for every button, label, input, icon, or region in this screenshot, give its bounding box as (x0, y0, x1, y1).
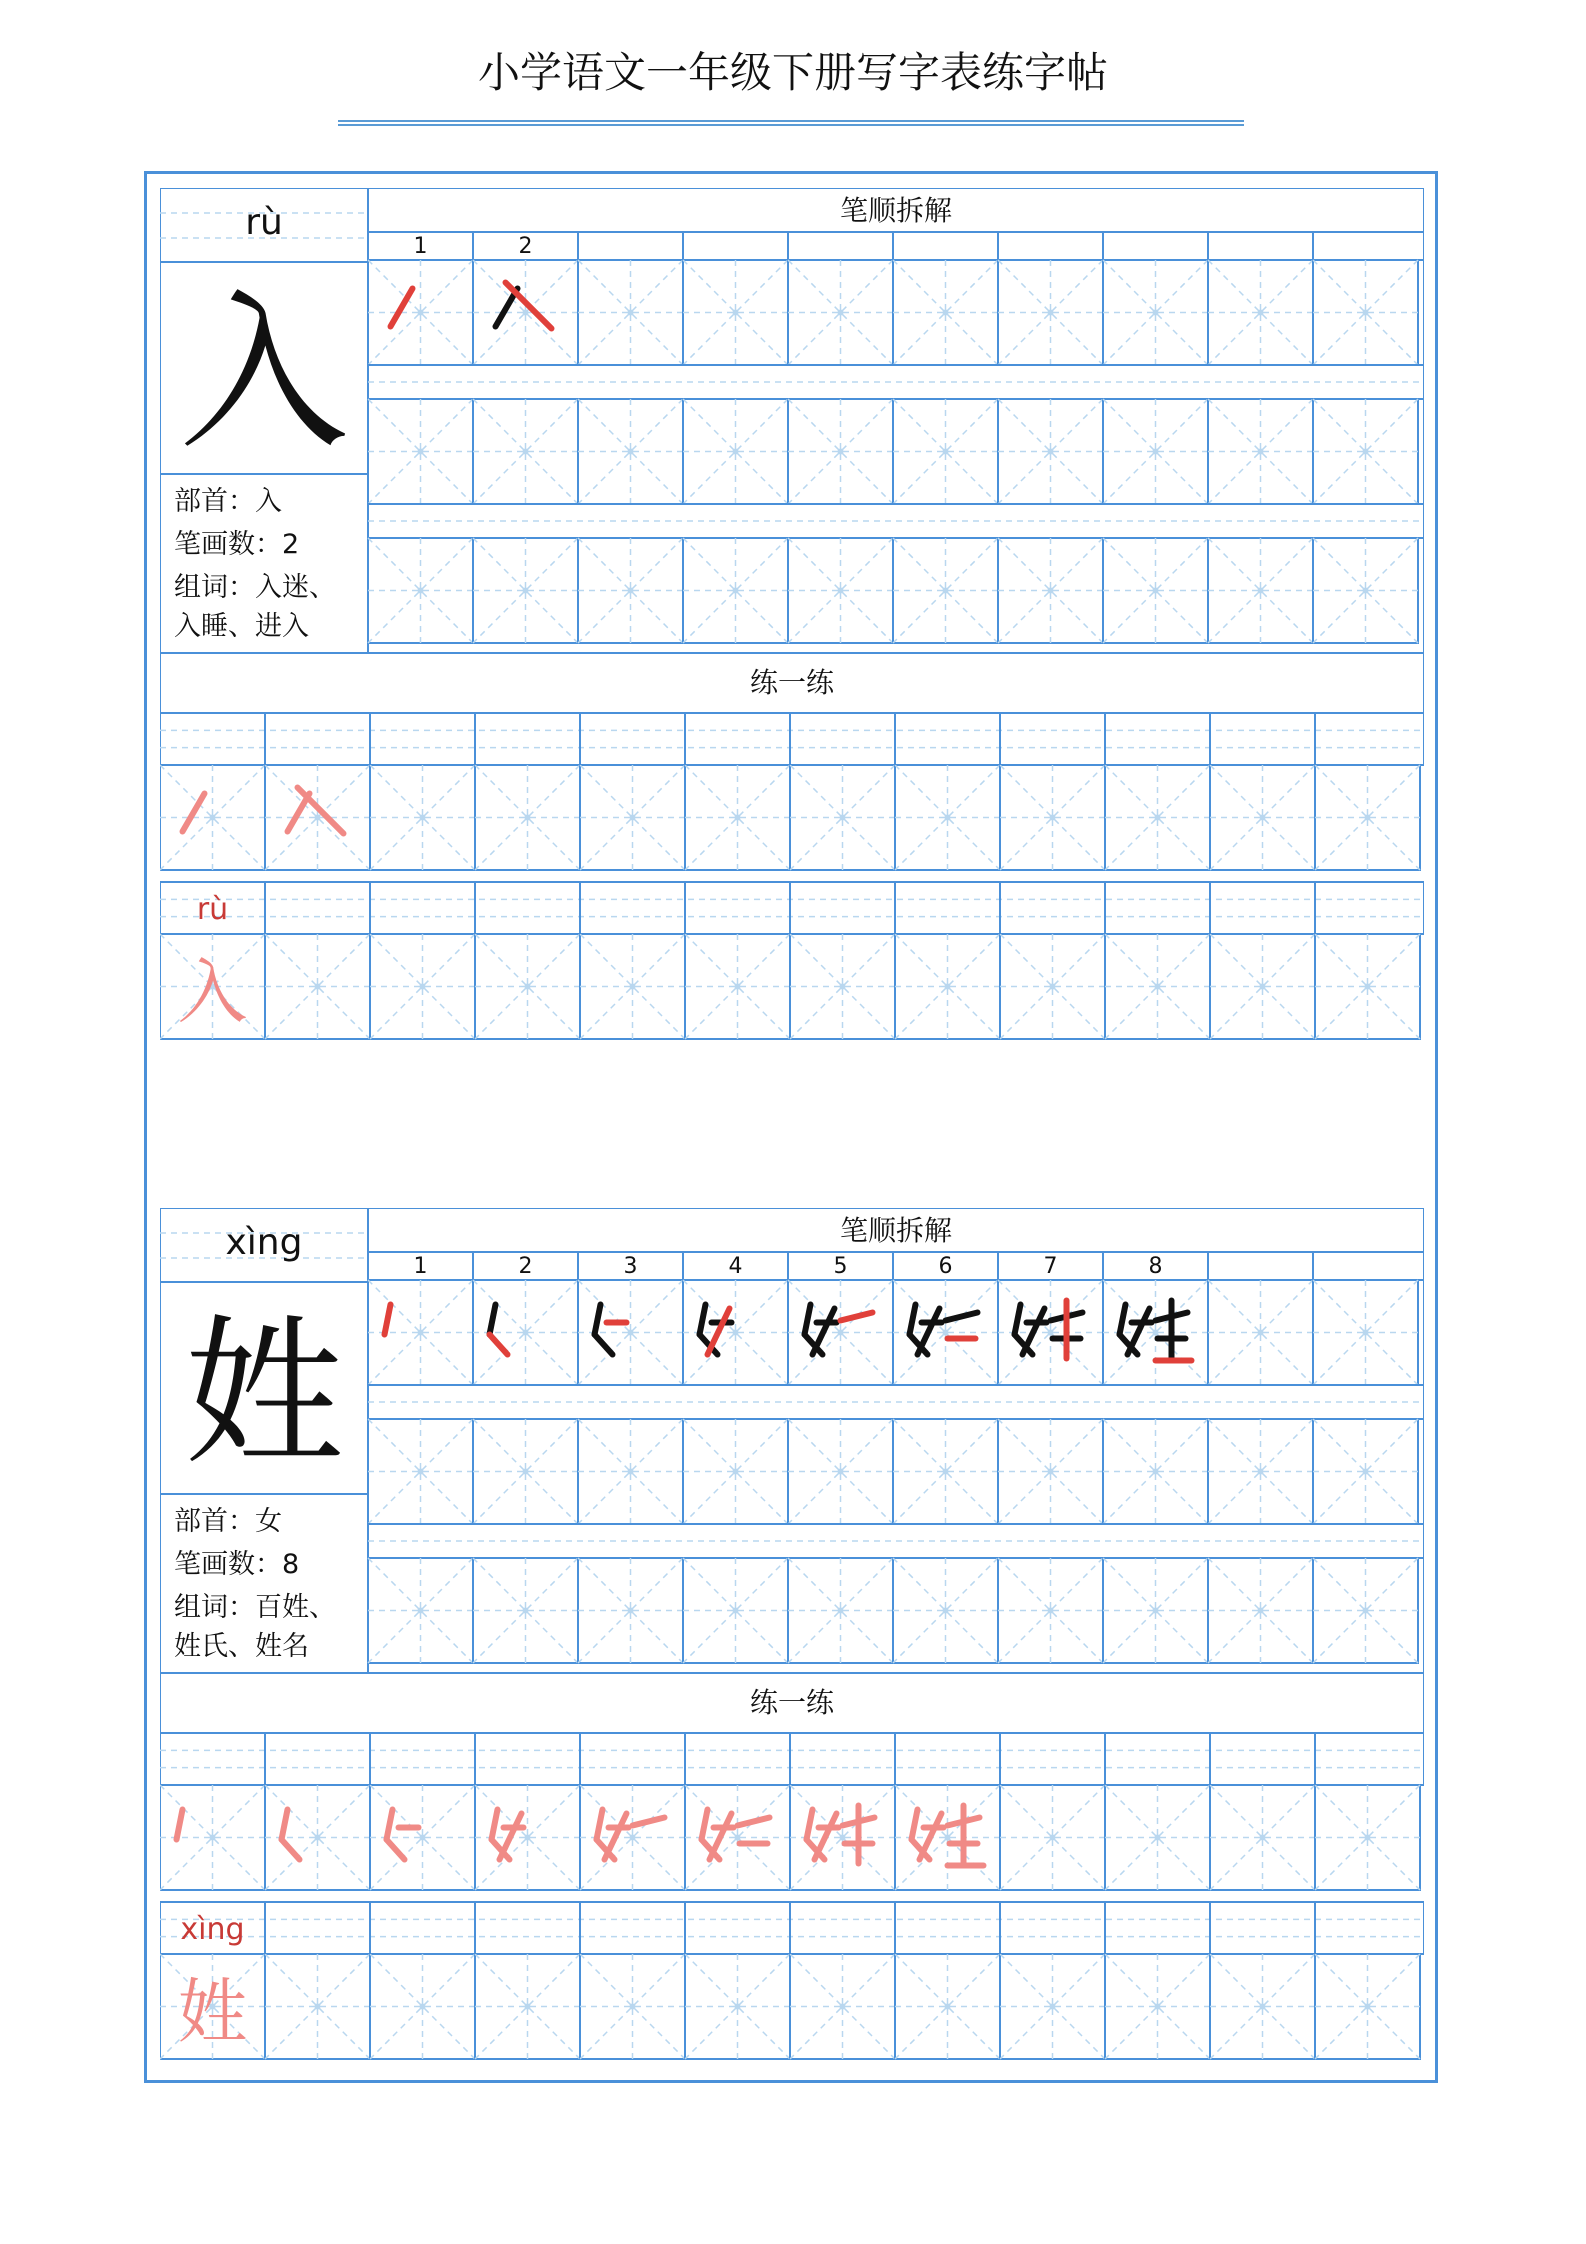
stroke-segment (490, 1305, 496, 1335)
stroke-segment (946, 1313, 978, 1321)
stroke-breakdown-header: 笔顺拆解 (839, 1214, 952, 1247)
step-number: 3 (623, 1254, 638, 1279)
guide-dot (630, 984, 636, 990)
guide-dot (1155, 815, 1161, 821)
pinyin-strip (160, 882, 1424, 934)
stroke-segment (1015, 1305, 1021, 1335)
stroke-segment (385, 1305, 391, 1335)
stroke-segment (492, 1810, 498, 1840)
guide-dot (210, 1835, 216, 1841)
stroke-segment (912, 1810, 918, 1840)
stroke-count-label: 笔画数：2 (174, 529, 300, 560)
guide-dot (1365, 2004, 1371, 2010)
stroke-segment (595, 1335, 613, 1355)
main-character: 姓 (183, 1300, 344, 1487)
guide-dot (628, 310, 634, 316)
guide-dot (1258, 1469, 1264, 1475)
guide-dot (838, 1608, 844, 1614)
guide-dot (1363, 310, 1369, 316)
guide-dot (210, 815, 216, 821)
stroke-segment (700, 1305, 706, 1335)
guide-dot (1153, 449, 1159, 455)
guide-dot (523, 449, 529, 455)
guide-dot (1153, 310, 1159, 316)
guide-dot (523, 1469, 529, 1475)
guide-dot (945, 1835, 951, 1841)
guide-dot (630, 1835, 636, 1841)
stroke-segment (710, 1814, 732, 1860)
pinyin-strip (160, 1902, 1424, 1954)
guide-dot (420, 1835, 426, 1841)
step-number: 2 (518, 234, 533, 259)
character-block-ru (160, 188, 1424, 1040)
stroke-segment (815, 1814, 837, 1860)
guide-dot (1363, 1330, 1369, 1336)
step-number: 1 (413, 1254, 428, 1279)
guide-dot (1048, 588, 1054, 594)
stroke-segment (920, 1814, 942, 1860)
guide-dot (838, 310, 844, 316)
character-block-xing (160, 1208, 1424, 2060)
guide-dot (838, 449, 844, 455)
guide-dot (418, 1469, 424, 1475)
stroke-order-glyph (177, 1810, 183, 1840)
stroke-order-glyph (496, 283, 552, 329)
words-label-1: 组词：入迷、 (174, 572, 336, 603)
stroke-order-glyph (385, 1305, 391, 1335)
guide-dot (1153, 1469, 1159, 1475)
guide-dot (838, 1469, 844, 1475)
guide-dot (1365, 1835, 1371, 1841)
guide-dot (523, 1330, 529, 1336)
pinyin-strip (160, 713, 1424, 765)
guide-dot (943, 449, 949, 455)
guide-dot (1363, 1608, 1369, 1614)
guide-dot (1365, 984, 1371, 990)
guide-dot (1048, 449, 1054, 455)
radical-label: 部首：女 (174, 1506, 282, 1537)
stroke-segment (910, 1305, 916, 1335)
practice-header: 练一练 (749, 1686, 834, 1719)
guide-dot (523, 1608, 529, 1614)
main-character: 入 (178, 275, 349, 473)
words-label-2: 入睡、进入 (174, 611, 309, 642)
guide-dot (525, 1835, 531, 1841)
stroke-segment (805, 1305, 811, 1335)
stroke-segment (298, 788, 344, 834)
guide-dot (1155, 1835, 1161, 1841)
guide-dot (1048, 1330, 1054, 1336)
practice-pinyin: rù (196, 892, 229, 927)
guide-dot (943, 1330, 949, 1336)
guide-dot (418, 588, 424, 594)
stroke-segment (595, 1305, 601, 1335)
guide-dot (315, 984, 321, 990)
guide-dot (1153, 1330, 1159, 1336)
guide-dot (1363, 449, 1369, 455)
guide-dot (733, 449, 739, 455)
guide-dot (1258, 449, 1264, 455)
guide-dot (1260, 815, 1266, 821)
step-number: 2 (518, 1254, 533, 1279)
guide-dot (840, 984, 846, 990)
guide-dot (1050, 2004, 1056, 2010)
guide-dot (733, 1608, 739, 1614)
stroke-segment (1128, 1309, 1150, 1355)
guide-dot (840, 1835, 846, 1841)
guide-dot (838, 1330, 844, 1336)
stroke-segment (841, 1313, 873, 1321)
guide-dot (628, 449, 634, 455)
stroke-segment (490, 1335, 508, 1355)
guide-dot (525, 815, 531, 821)
guide-dot (1050, 1835, 1056, 1841)
practice-pinyin: xìng (180, 1912, 245, 1947)
guide-dot (945, 815, 951, 821)
stroke-count-label: 笔画数：8 (174, 1549, 300, 1580)
guide-dot (1258, 588, 1264, 594)
guide-dot (1365, 815, 1371, 821)
guide-dot (943, 588, 949, 594)
pinyin-label: rù (245, 202, 283, 243)
guide-dot (1153, 588, 1159, 594)
guide-dot (1363, 1469, 1369, 1475)
guide-dot (735, 815, 741, 821)
guide-dot (418, 310, 424, 316)
stroke-segment (387, 1810, 393, 1840)
guide-dot (735, 1835, 741, 1841)
guide-dot (418, 1330, 424, 1336)
stroke-segment (597, 1810, 603, 1840)
character-info (174, 480, 364, 645)
guide-dot (735, 984, 741, 990)
guide-dot (1258, 1608, 1264, 1614)
tracing-character: 姓 (177, 1971, 248, 2053)
stroke-segment (177, 1810, 183, 1840)
stroke-segment (918, 1309, 940, 1355)
guide-dot (628, 588, 634, 594)
guide-dot (840, 2004, 846, 2010)
guide-dot (838, 588, 844, 594)
guide-dot (628, 1469, 634, 1475)
guide-dot (420, 815, 426, 821)
stroke-segment (813, 1309, 835, 1355)
guide-dot (1260, 984, 1266, 990)
stroke-segment (387, 1840, 405, 1860)
words-label-2: 姓氏、姓名 (174, 1631, 309, 1662)
guide-dot (315, 1835, 321, 1841)
guide-dot (733, 1330, 739, 1336)
guide-dot (1153, 1608, 1159, 1614)
guide-dot (523, 588, 529, 594)
page-title: 小学语文一年级下册写字表练字帖 (477, 48, 1108, 97)
guide-dot (1048, 1608, 1054, 1614)
guide-dot (943, 1608, 949, 1614)
step-number: 5 (833, 1254, 848, 1279)
guide-dot (630, 815, 636, 821)
stroke-segment (633, 1818, 665, 1826)
guide-dot (420, 984, 426, 990)
title-divider (338, 120, 1244, 126)
stroke-segment (500, 1814, 522, 1860)
stroke-order-glyph (288, 788, 344, 834)
guide-dot (733, 588, 739, 594)
character-info (174, 1500, 364, 1665)
guide-dot (1050, 984, 1056, 990)
pinyin-strip (160, 1733, 1424, 1785)
pinyin-label: xìng (225, 1222, 303, 1263)
stroke-segment (708, 1309, 730, 1355)
step-number: 7 (1043, 1254, 1058, 1279)
guide-dot (1155, 984, 1161, 990)
guide-dot (1048, 310, 1054, 316)
guide-dot (523, 310, 529, 316)
stroke-segment (605, 1814, 627, 1860)
practice-header: 练一练 (749, 666, 834, 699)
tracing-character: 入 (177, 951, 248, 1033)
guide-dot (525, 984, 531, 990)
guide-dot (628, 1608, 634, 1614)
guide-dot (1050, 815, 1056, 821)
guide-dot (630, 2004, 636, 2010)
guide-dot (1258, 1330, 1264, 1336)
guide-dot (735, 2004, 741, 2010)
guide-dot (1048, 1469, 1054, 1475)
guide-dot (943, 310, 949, 316)
guide-dot (420, 2004, 426, 2010)
guide-dot (1260, 1835, 1266, 1841)
stroke-segment (1023, 1309, 1045, 1355)
guide-dot (315, 2004, 321, 2010)
stroke-segment (702, 1810, 708, 1840)
guide-dot (1155, 2004, 1161, 2010)
guide-dot (840, 815, 846, 821)
guide-dot (628, 1330, 634, 1336)
stroke-segment (282, 1810, 288, 1840)
stroke-segment (506, 283, 552, 329)
stroke-segment (738, 1818, 770, 1826)
guide-dot (418, 1608, 424, 1614)
guide-dot (945, 2004, 951, 2010)
step-number: 6 (938, 1254, 953, 1279)
stroke-segment (282, 1840, 300, 1860)
step-number: 1 (413, 234, 428, 259)
guide-dot (733, 1469, 739, 1475)
guide-dot (1258, 310, 1264, 316)
guide-dot (1260, 2004, 1266, 2010)
guide-dot (943, 1469, 949, 1475)
guide-dot (945, 984, 951, 990)
guide-dot (1363, 588, 1369, 594)
words-label-1: 组词：百姓、 (174, 1592, 336, 1623)
guide-dot (418, 449, 424, 455)
radical-label: 部首：入 (174, 486, 282, 517)
step-number: 4 (728, 1254, 743, 1279)
stroke-segment (1120, 1305, 1126, 1335)
guide-dot (733, 310, 739, 316)
guide-dot (315, 815, 321, 821)
guide-dot (525, 2004, 531, 2010)
stroke-segment (807, 1810, 813, 1840)
stroke-breakdown-header: 笔顺拆解 (839, 194, 952, 227)
step-number: 8 (1148, 1254, 1163, 1279)
